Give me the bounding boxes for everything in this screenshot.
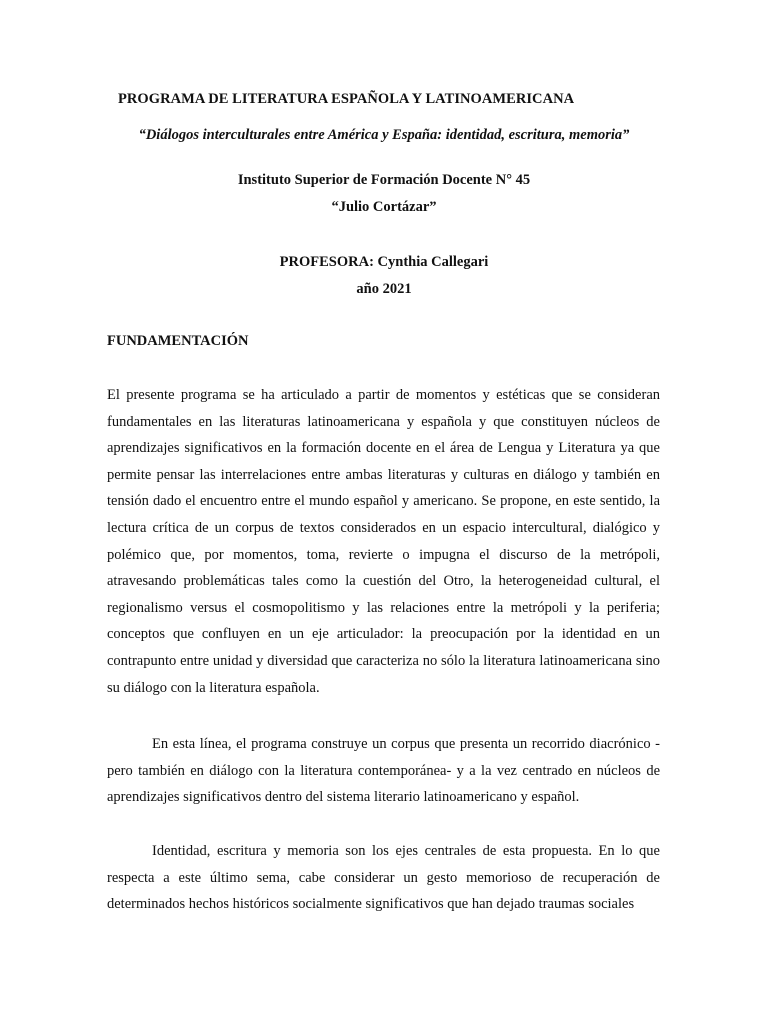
paragraph-fundamentacion-1: El presente programa se ha articulado a partir de momentos y estéticas que se consideran fundamentales en las literaturas latinoamericana y española y que constituyen núcleos de aprendizajes significativos en la formación docente en el área de Lengua y Literatura ya que permite pensar las interrelaciones entre ambas literaturas y culturas en diálogo y también en tensión dado el encuentro entre el mundo español y americano. Se propone, en este sentido, la lectura crítica de un corpus de textos considerados en un espacio intercultural, dialógico y polémico que, por momentos, toma, revierte o impugna el discurso de la metrópoli, atravesando problemáticas tales como la cuestión del Otro, la heterogeneidad cultural, el regionalismo versus el cosmopolitismo y las relaciones entre la metrópoli y la periferia; conceptos que confluyen en un eje articulador: la preocupación por la identidad en un contrapunto entre unidad y diversidad que caracteriza no sólo la literatura latinoamericana sino su diálogo con la literatura española. xyxy=(107,387,660,696)
document-subtitle: “Diálogos interculturales entre América y España: identidad, escritura, memoria” xyxy=(138,127,630,143)
section-heading: FUNDAMENTACIÓN xyxy=(107,333,249,349)
teacher-name: PROFESORA: Cynthia Callegari xyxy=(279,254,489,270)
program-year: año 2021 xyxy=(356,281,412,297)
institute-name: Instituto Superior de Formación Docente N° 45 xyxy=(237,172,531,188)
paragraph-fundamentacion-2: En esta línea, el programa construye un corpus que presenta un recorrido diacrónico -pero también en diálogo con la literatura contemporánea- y a la vez centrado en núcleos de aprendizajes significativos dentro del sistema literario latinoamericano y español. xyxy=(107,736,660,806)
paragraph-fundamentacion-3: Identidad, escritura y memoria son los ejes centrales de esta propuesta. En lo que respecta a este último sema, cabe considerar un gesto memorioso de recuperación de determinados hechos históricos socialmente significativos que han dejado traumas sociales xyxy=(107,843,660,913)
institute-patron: “Julio Cortázar” xyxy=(331,199,437,215)
document-title: PROGRAMA DE LITERATURA ESPAÑOLA Y LATINOAMERICANA xyxy=(118,91,575,107)
